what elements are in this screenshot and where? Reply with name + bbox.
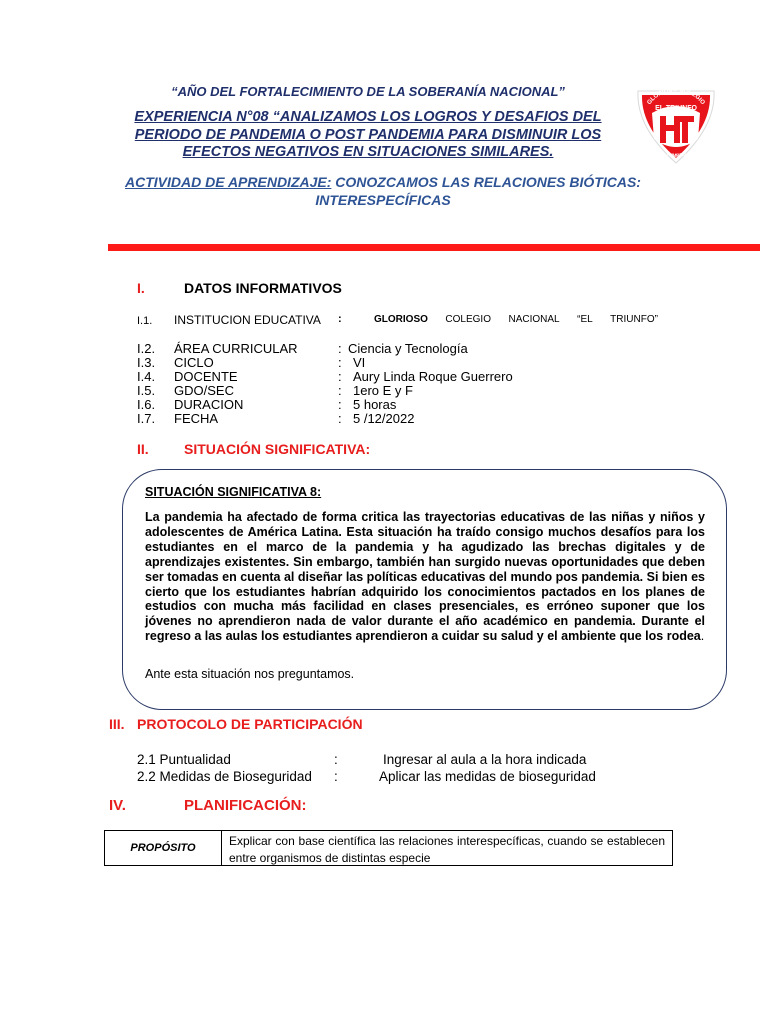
svg-text:GLORIOSO COLEGIO: GLORIOSO COLEGIO [646, 86, 706, 107]
row-5-label: GDO/SEC [174, 383, 234, 398]
row-1-value [374, 314, 658, 325]
activity-prefix: ACTIVIDAD DE APRENDIZAJE: [125, 174, 332, 190]
logo-main-text: EL TRIUNFO [655, 105, 697, 112]
situation-heading: SITUACIÓN SIGNIFICATIVA 8: [145, 485, 322, 499]
section-2-number: II. [137, 441, 149, 457]
row-6-value: 5 horas [353, 397, 397, 412]
section-4-title: PLANIFICACIÓN: [184, 797, 307, 814]
row-3-value: VI [353, 355, 366, 370]
protocol-2-colon: : [334, 769, 338, 784]
section-3-number: III. [109, 716, 125, 732]
experience-title: EXPERIENCIA N°08 “ANALIZAMOS LOS LOGROS Y DESAFIOS DEL PERIODO DE PANDEMIA O POST PANDEMIA PARA DISMINUIR LOS EFECTOS NEGATIVOS EN SITUACIONES SIMILARES. [134, 109, 602, 160]
row-4-colon: : [338, 369, 342, 384]
row-2-number: I.2. [137, 341, 156, 356]
svg-text:TUMBES: TUMBES [664, 151, 688, 160]
row-7-value: 5 /12/2022 [353, 411, 415, 426]
row-6-label: DURACION [174, 397, 244, 412]
planning-table [104, 830, 673, 866]
situation-body-end: . [700, 629, 705, 644]
section-1-title: DATOS INFORMATIVOS [184, 280, 342, 296]
protocol-1-label: 2.1 Puntualidad [137, 752, 231, 767]
protocol-1-colon: : [334, 752, 338, 767]
purpose-value: Explicar con base científica las relaciones interespecíficas, cuando se establecen entre organismos de distintas especie [229, 834, 665, 865]
section-2-title: SITUACIÓN SIGNIFICATIVA: [184, 441, 371, 457]
row-4-value: Aury Linda Roque Guerrero [353, 369, 513, 384]
section-3-title: PROTOCOLO DE PARTICIPACIÓN [137, 716, 363, 732]
section-1-number: I. [137, 280, 145, 296]
row-1-value-word: “EL [577, 314, 593, 325]
row-3-number: I.3. [137, 355, 156, 370]
row-6-colon: : [338, 397, 342, 412]
row-3-colon: : [338, 355, 342, 370]
situation-body-text: La pandemia ha afectado de forma critica las trayectorias educativas de las niñas y niños y adolescentes de América Latina. Esta situación ha traído consigo muchos desafíos para los estudiantes en el marco de la pandemia y ha agudizado las brechas digitales y de aprendizajes existentes. Sin embargo, también han surgido nuevas oportunidades que deben ser tomadas en cuenta al diseñar las políticas educativas del mundo pos pandemia. Si bien es cierto que los estudiantes habrían adquirido los conocimientos pactados en los planes de estudios con mucha más facilidad en clases presenciales, es erróneo suponer que los jóvenes no aprendieron nada de valor durante el año académico en pandemia. Durante el regreso a las aulas los estudiantes aprendieron a cuidar su salud y el ambiente que los rodea [145, 510, 705, 644]
situation-after: Ante esta situación nos preguntamos. [145, 667, 355, 681]
row-4-label: DOCENTE [174, 369, 238, 384]
row-5-value: 1ero E y F [353, 383, 413, 398]
protocol-2-value: Aplicar las medidas de bioseguridad [379, 769, 596, 784]
situation-body [145, 510, 705, 644]
row-7-label: FECHA [174, 411, 219, 426]
row-2-value: Ciencia y Tecnología [348, 341, 468, 356]
year-title: “AÑO DEL FORTALECIMIENTO DE LA SOBERANÍA NACIONAL” [171, 84, 565, 99]
section-4-number: IV. [109, 797, 126, 814]
row-1-value-word: COLEGIO [445, 314, 491, 325]
row-7-number: I.7. [137, 411, 156, 426]
row-1-colon: : [338, 313, 342, 325]
row-1-value-bold: GLORIOSO [374, 314, 428, 325]
row-6-number: I.6. [137, 397, 156, 412]
row-7-colon: : [338, 411, 342, 426]
row-1-value-word: NACIONAL [508, 314, 560, 325]
row-3-label: CICLO [174, 355, 214, 370]
activity-text: CONOZCAMOS LAS RELACIONES BIÓTICAS: INTERESPECÍFICAS [315, 174, 641, 208]
row-1-label: INSTITUCION EDUCATIVA [174, 313, 321, 327]
protocol-2-label: 2.2 Medidas de Bioseguridad [137, 769, 312, 784]
activity-title [120, 173, 646, 209]
row-5-colon: : [338, 383, 342, 398]
purpose-label: PROPÓSITO [105, 831, 222, 865]
row-1-number: I.1. [137, 315, 153, 327]
row-4-number: I.4. [137, 369, 156, 384]
row-1-value-word: TRIUNFO” [610, 314, 658, 325]
header-divider [108, 244, 760, 251]
row-2-colon: : [338, 341, 342, 356]
protocol-1-value: Ingresar al aula a la hora indicada [383, 752, 587, 767]
row-2-label: ÁREA CURRICULAR [174, 341, 298, 356]
school-logo [632, 83, 720, 165]
row-5-number: I.5. [137, 383, 156, 398]
